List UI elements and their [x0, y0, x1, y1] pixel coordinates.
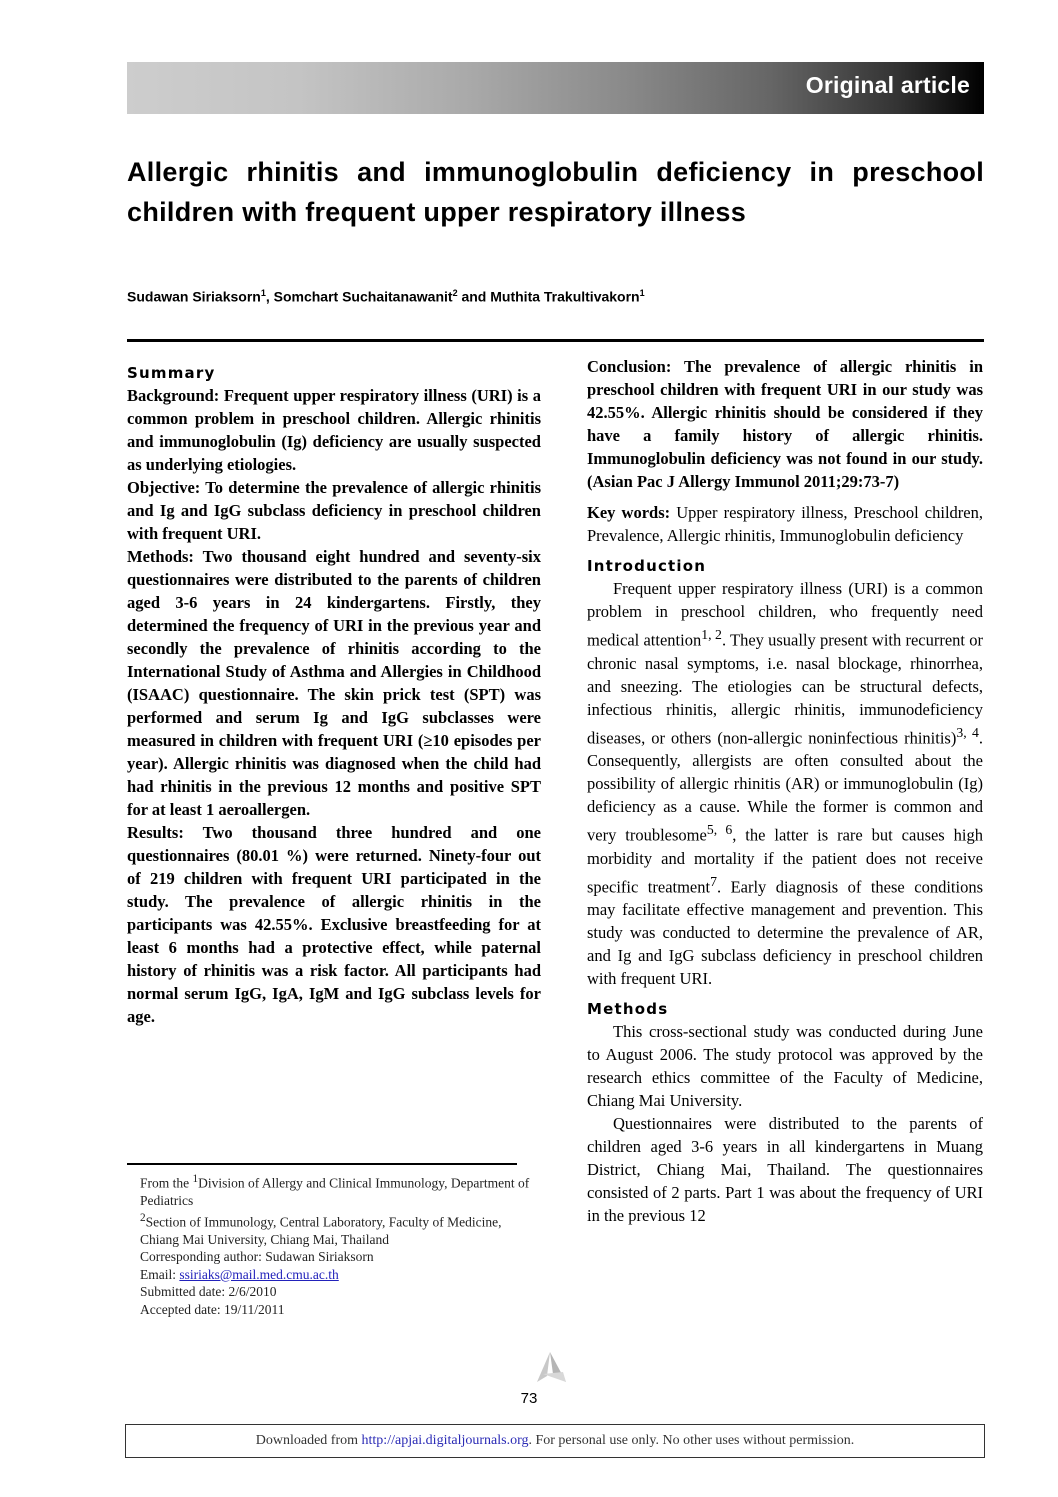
author-name: Somchart Suchaitanawanit	[273, 288, 453, 305]
download-prefix: Downloaded from	[255, 1433, 362, 1448]
author-separator: ,	[265, 288, 274, 305]
footnote-divider	[127, 1163, 517, 1165]
intro-text: . Early diagnosis of these conditions may facilitate effective management and prevention. This study was conducted to determine the prevalence of AR, and Ig and IgG subclass deficiency in preschool children with frequent URI.	[587, 877, 983, 988]
affiliation-footnotes	[140, 1171, 530, 1318]
left-column	[127, 362, 541, 1028]
citation-ref: 3, 4	[956, 724, 979, 740]
citation-ref: 1, 2	[701, 627, 722, 642]
article-title: Allergic rhinitis and immunoglobulin deficiency in preschool children with frequent upper respiratory illness	[127, 157, 984, 227]
author-affiliation: 2	[452, 288, 458, 298]
page-number: 73	[520, 1390, 538, 1407]
summary-objective	[127, 476, 541, 545]
methods-label: Methods:	[127, 547, 194, 566]
email-label: Email:	[140, 1266, 180, 1282]
footnote-affiliation-2	[140, 1210, 530, 1249]
intro-text: Frequent upper respiratory illness (URI) is a common problem in preschool children, who frequently need medical attention	[587, 579, 983, 650]
introduction-heading: Introduction	[587, 557, 707, 575]
author-affiliation: 1	[639, 288, 645, 298]
corresponding-author: Corresponding author: Sudawan Siriaksorn	[140, 1249, 374, 1264]
objective-label: Objective:	[127, 478, 201, 497]
download-notice	[125, 1424, 985, 1458]
summary-heading: Summary	[127, 364, 216, 382]
journal-url-link[interactable]: http://apjai.digitaljournals.org	[361, 1433, 529, 1448]
conclusion-text: The prevalence of allergic rhinitis in preschool children with frequent URI in our study was 42.55%. Allergic rhinitis should be considered if they have a family history of allergic rhinitis. Immunoglobulin deficiency was not found in our study. (Asian Pac J Allergy Immunol 2011;29:73-7)	[587, 357, 983, 491]
intro-text: , the latter is rare but causes high morbidity and mortality if the patient does not receive specific treatment	[587, 825, 983, 896]
email-link[interactable]: ssiriaks@mail.med.cmu.ac.th	[179, 1266, 339, 1282]
footnote-text: Division of Allergy and Clinical Immunology, Department of Pediatrics	[140, 1175, 530, 1208]
keywords-label: Key words:	[587, 503, 671, 522]
intro-text: . Consequently, allergists are often consulted about the possibility of allergic rhinitis (AR) or immunoglobulin (Ig) deficiency as a cause. While the former is common and very troublesome	[587, 728, 984, 845]
article-type-banner	[127, 62, 984, 114]
footnote-text: Section of Immunology, Central Laboratory, Faculty of Medicine, Chiang Mai University, Chiang Mai, Thailand	[140, 1214, 502, 1247]
keywords	[587, 501, 983, 547]
citation-ref: 5, 6	[706, 822, 733, 837]
summary-conclusion	[587, 355, 983, 493]
article-type-label: Original article	[805, 72, 970, 98]
summary-background	[127, 384, 541, 476]
author-affiliation: 1	[260, 288, 266, 298]
footnote-marker: 1	[192, 1173, 199, 1185]
conclusion-label: Conclusion:	[587, 357, 672, 376]
introduction-paragraph	[587, 577, 983, 990]
right-column	[587, 355, 983, 1227]
results-text: Two thousand three hundred and one questionnaires (80.01 %) were returned. Ninety-four out of 219 children with frequent URI participated in the study. The prevalence of allergic rhinitis in the participants was 42.55%. Exclusive breastfeeding for at least 6 months had a protective effect, while paternal history of rhinitis was a risk factor. All participants had normal serum IgG, IgA, IgM and IgG subclass levels for age.	[127, 823, 541, 1026]
methods-paragraph-2: Questionnaires were distributed to the parents of children aged 3-6 years in all kindergartens in Muang District, Chiang Mai, Thailand. The questionnaires consisted of 2 parts. Part 1 was about the frequency of URI in the previous 12	[587, 1114, 983, 1225]
header-divider	[127, 339, 984, 342]
accepted-date: Accepted date: 19/11/2011	[140, 1301, 285, 1317]
email-line	[140, 1266, 530, 1284]
footnote-affiliation-1	[140, 1171, 530, 1210]
summary-methods	[127, 545, 541, 821]
footnote-marker: 2	[140, 1211, 146, 1224]
methods-text: Two thousand eight hundred and seventy-six questionnaires were distributed to the parents of children aged 3-6 years in 24 kindergartens. Firstly, they determined the frequency of URI in the previous year and secondly the prevalence of rhinitis according to the International Study of Asthma and Allergies in Childhood (ISAAC) questionnaire. The skin prick test (SPT) was performed and serum Ig and IgG subclasses were measured in children with frequent URI (≥10 episodes per year). Allergic rhinitis was diagnosed when the child had had rhinitis in the previous 12 months and positive SPT for at least 1 aeroallergen.	[127, 547, 541, 819]
intro-text: . They usually present with recurrent or chronic nasal symptoms, i.e. nasal blockage, rhinorrhea, and sneezing. The etiologies can be structural defects, infectious rhinitis, allergic rhinitis, immunodeficiency diseases, or others (non-allergic noninfectious rhinitis)	[587, 630, 983, 747]
author-name: Muthita Trakultivakorn	[490, 288, 640, 305]
methods-paragraph-1: This cross-sectional study was conducted during June to August 2006. The study protocol was approved by the research ethics committee of the Faculty of Medicine, Chiang Mai University.	[587, 1022, 983, 1110]
objective-text: To determine the prevalence of allergic rhinitis and Ig and IgG subclass deficiency in preschool children with frequent URI.	[127, 478, 541, 543]
download-suffix: . For personal use only. No other uses without permission.	[528, 1433, 855, 1448]
methods-heading: Methods	[587, 1000, 669, 1018]
keywords-text: Upper respiratory illness, Preschool children, Prevalence, Allergic rhinitis, Immunoglobulin deficiency	[587, 503, 983, 545]
background-text: Frequent upper respiratory illness (URI) is a common problem in preschool children. Allergic rhinitis and immunoglobulin (Ig) deficiency are usually suspected as underlying etiologies.	[127, 386, 541, 474]
footnote-prefix: From the	[140, 1175, 193, 1191]
citation-ref: 7	[710, 873, 717, 889]
journal-logo-icon	[533, 1350, 569, 1386]
author-list	[127, 288, 984, 305]
results-label: Results:	[127, 823, 184, 842]
author-name: Sudawan Siriaksorn	[127, 288, 261, 305]
background-label: Background:	[127, 386, 220, 405]
summary-results	[127, 821, 541, 1028]
author-separator: and	[457, 288, 491, 305]
submitted-date: Submitted date: 2/6/2010	[140, 1284, 277, 1299]
